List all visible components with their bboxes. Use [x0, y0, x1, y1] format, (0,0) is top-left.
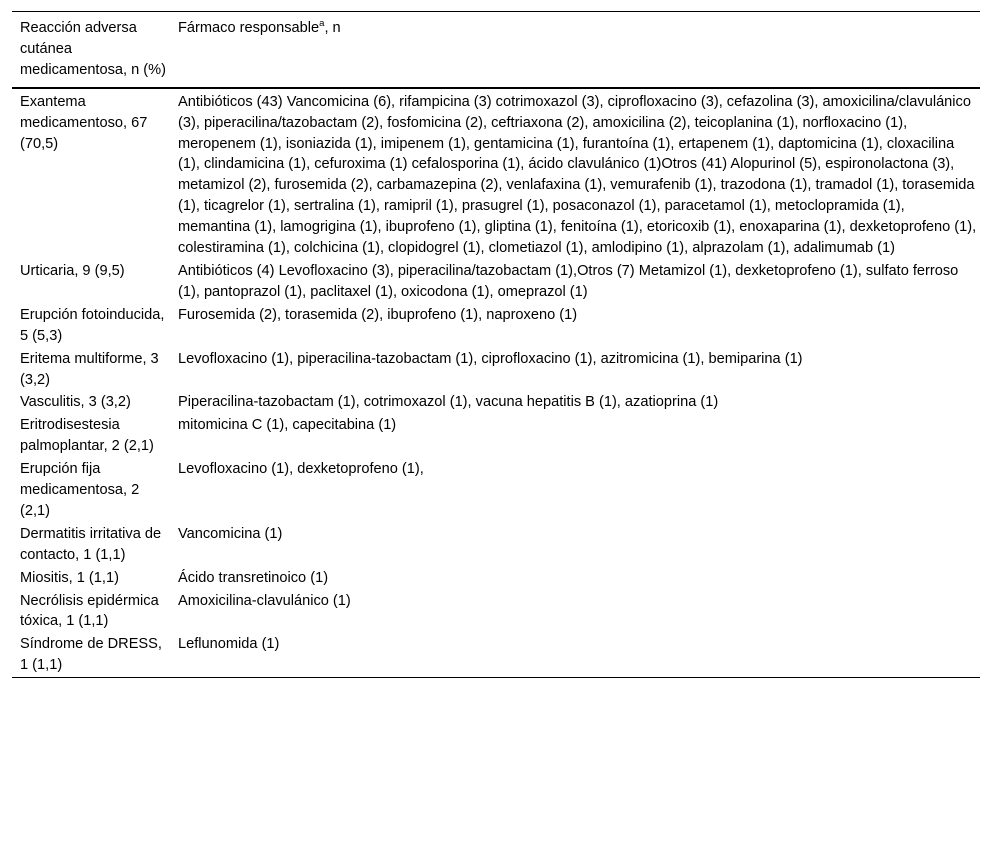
table-row [12, 590, 980, 634]
reaction-cell: Síndrome de DRESS, 1 (1,1) [20, 636, 162, 674]
reaction-cell: Urticaria, 9 (9,5) [20, 262, 125, 279]
adverse-reaction-table-container [12, 11, 980, 678]
drugs-cell: Amoxicilina-clavulánico (1) [178, 592, 351, 609]
drugs-cell: Levofloxacino (1), dexketoprofeno (1), [178, 461, 424, 478]
reaction-cell: Dermatitis irritativa de contacto, 1 (1,1) [20, 525, 162, 563]
header-drug [170, 12, 980, 88]
table-row [12, 391, 980, 414]
reaction-cell: Erupción fija medicamentosa, 2 (2,1) [20, 461, 140, 519]
drugs-cell: Antibióticos (43) Vancomicina (6), rifampicina (3) cotrimoxazol (3), ciprofloxacino (3), cefazolina (3), amoxicilina/clavulánico (3), piperacilina/tazobactam (2), fosfomicina (2), ceftriaxona (2), amoxicilina (2), teicoplanina (1), norfloxacino (1), meropenem (1), isoniazida (1), imipenem (1), gentamicina (1), furantoína (1), ertapenem (1), daptomicina (1), cloxacilina (1), clindamicina (1), cefuroxima (1) cefalosporina (1), ácido clavulánico (1)Otros (41) Alopurinol (5), espironolactona (3), metamizol (2), furosemida (2), carbamazepina (2), venlafaxina (1), vemurafenib (1), trazodona (1), tramadol (1), torasemida (1), ticagrelor (1), sertralina (1), ramipril (1), prasugrel (1), posaconazol (1), paracetamol (1), metoclopramida (1), memantina (1), lamogrigina (1), ibuprofeno (1), gliptina (1), fenitoína (1), etoricoxib (1), enoxaparina (1), dexketoprofeno (1), colestiramina (1), colchicina (1), clopidogrel (1), clometiazol (1), amlodipino (1), alprazolam (1), adalimumab (1) [178, 93, 977, 257]
drugs-cell: Piperacilina-tazobactam (1), cotrimoxazol (1), vacuna hepatitis B (1), azatioprina (1) [178, 394, 719, 411]
reaction-cell: Eritrodisestesia palmoplantar, 2 (2,1) [20, 417, 154, 455]
table-row [12, 348, 980, 392]
header-drug-suffix: , n [324, 20, 341, 36]
header-drug-label: Fármaco responsable [178, 20, 320, 36]
reaction-cell: Vasculitis, 3 (3,2) [20, 394, 131, 411]
drugs-cell: Vancomicina (1) [178, 525, 283, 542]
drugs-cell: Antibióticos (4) Levofloxacino (3), piperacilina/tazobactam (1),Otros (7) Metamizol (1), dexketoprofeno (1), sulfato ferroso (1), pantoprazol (1), paclitaxel (1), oxicodona (1), omeprazol (1) [178, 262, 959, 300]
reaction-cell: Exantema medicamentoso, 67 (70,5) [20, 93, 148, 152]
table-row [12, 88, 980, 260]
table-body [12, 88, 980, 678]
header-row [12, 12, 980, 88]
reaction-cell: Eritema multiforme, 3 (3,2) [20, 350, 159, 388]
drugs-cell: Furosemida (2), torasemida (2), ibuprofeno (1), naproxeno (1) [178, 306, 578, 323]
table-row [12, 260, 980, 304]
table-row [12, 567, 980, 590]
table-row [12, 523, 980, 567]
header-drug-footnote-mark: a [319, 18, 325, 30]
drugs-cell: Ácido transretinoico (1) [178, 569, 329, 586]
header-reaction: Reacción adversa cutánea medicamentosa, n (%) [20, 20, 166, 78]
drugs-cell: Levofloxacino (1), piperacilina-tazobactam (1), ciprofloxacino (1), azitromicina (1), bemiparina (1) [178, 350, 803, 367]
table-header [12, 12, 980, 88]
reaction-cell: Necrólisis epidérmica tóxica, 1 (1,1) [20, 592, 159, 630]
drugs-cell: Leflunomida (1) [178, 636, 280, 653]
table-row [12, 304, 980, 348]
table-row [12, 458, 980, 523]
reaction-cell: Miositis, 1 (1,1) [20, 569, 119, 586]
reaction-cell: Erupción fotoinducida, 5 (5,3) [20, 306, 165, 344]
table-row [12, 633, 980, 677]
adverse-reaction-table [12, 11, 980, 678]
drugs-cell: mitomicina C (1), capecitabina (1) [178, 417, 397, 434]
table-row [12, 414, 980, 458]
